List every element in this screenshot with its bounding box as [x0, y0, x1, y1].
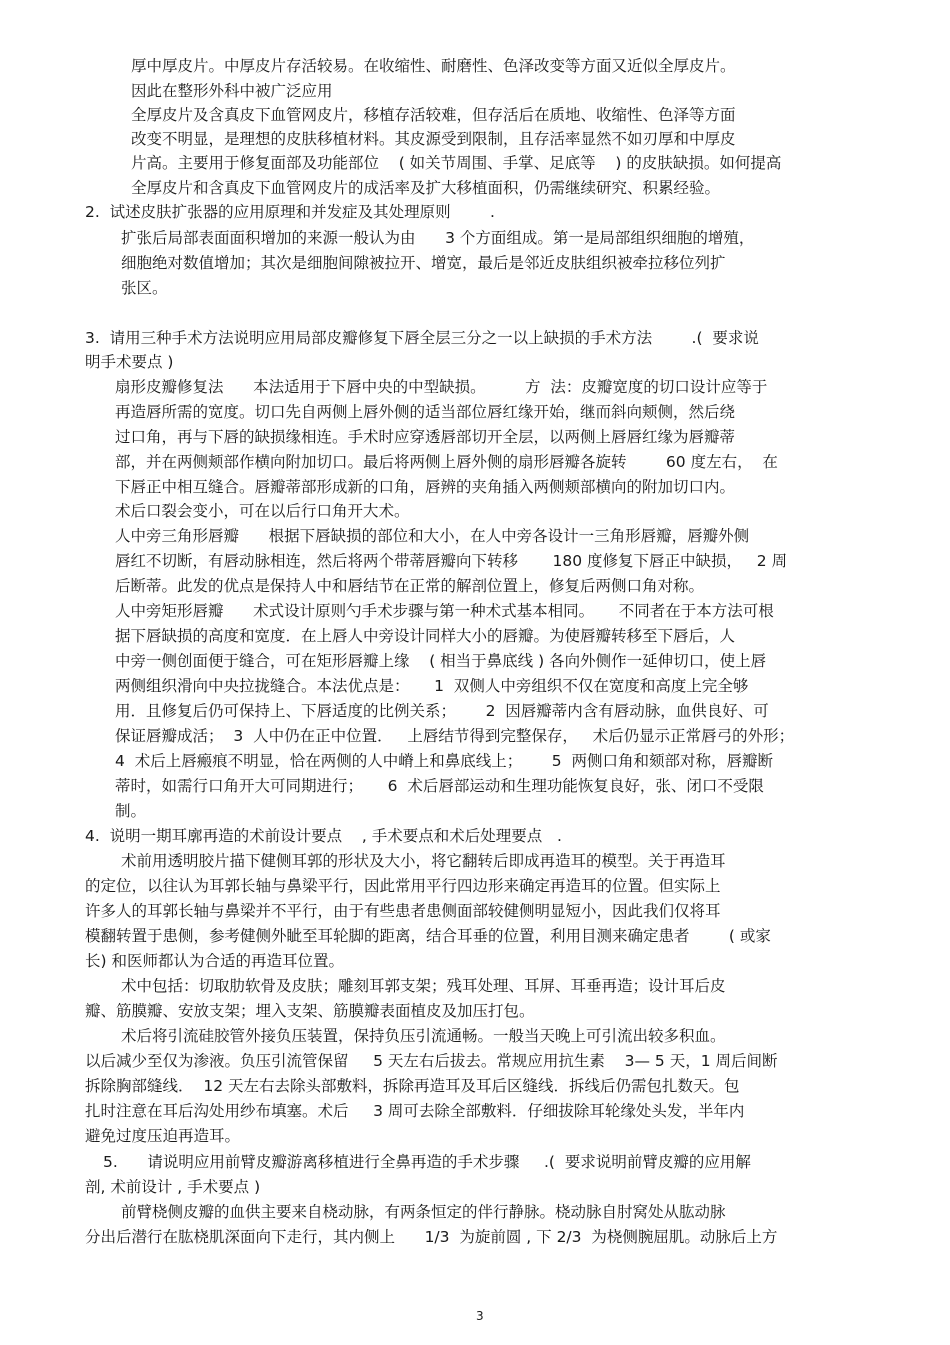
text-line: 的定位，以往认为耳郭长轴与鼻梁平行，因此常用平行四边形来确定再造耳的位置。但实际上 — [85, 877, 721, 895]
question-heading: 明手术要点 ) — [85, 353, 174, 371]
text-line: 中旁一侧创面便于缝合，可在矩形唇瓣上缘 ( 相当于鼻底线 ) 各向外侧作一延伸切口，使上唇 — [115, 652, 767, 670]
text-line: 两侧组织滑向中央拉拢缝合。本法优点是： 1 双侧人中旁组织不仅在宽度和高度上完全够 — [115, 677, 749, 695]
text-line: 人中旁矩形唇瓣 术式设计原则勺手术步骤与第一种术式基本相同。 不同者在于本方法可根 — [115, 602, 774, 620]
text-line: 术后口裂会变小，可在以后行口角开大术。 — [115, 502, 410, 520]
text-line: 拆除胸部缝线． 12 天左右去除头部敷料，拆除再造耳及耳后区缝线．拆线后仍需包扎数天。包 — [85, 1077, 740, 1095]
text-line: 模翻转置于患侧，参考健侧外眦至耳轮脚的距离，结合耳垂的位置，利用目测来确定患者 ( 或家 — [85, 927, 771, 945]
text-line: 下唇正中相互缝合。唇瓣蒂部形成新的口角，唇辨的夹角插入两侧颊部横向的附加切口内。 — [115, 478, 736, 496]
text-line: 术中包括：切取肋软骨及皮肤；雕刻耳郭支架；残耳处理、耳屏、耳垂再造；设计耳后皮 — [121, 977, 726, 995]
text-line: 用．且修复后仍可保持上、下唇适度的比例关系； 2 因唇瓣蒂内含有唇动脉，血供良好、可 — [115, 702, 769, 720]
page-number: 3 — [476, 1309, 484, 1323]
text-line: 扇形皮瓣修复法 本法适用于下唇中央的中型缺损。 方 法：皮瓣宽度的切口设计应等于 — [115, 378, 768, 396]
text-line: 后断蒂。此发的优点是保持人中和唇结节在正常的解剖位置上，修复后两侧口角对称。 — [115, 577, 705, 595]
text-line: 许多人的耳郭长轴与鼻梁并不平行，由于有些患者患侧面部较健侧明显短小，因此我们仅将耳 — [85, 902, 721, 920]
text-line: 厚中厚皮片。中厚皮片存活较易。在收缩性、耐磨性、色泽改变等方面又近似全厚皮片。 — [131, 57, 736, 75]
text-line: 扎时注意在耳后沟处用纱布填塞。术后 3 周可去除全部敷料．仔细拔除耳轮缘处头发，半年内 — [85, 1102, 745, 1120]
text-line: 分出后潜行在肱桡肌深面向下走行，其内侧上 1/3 为旋前圆 , 下 2/3 为桡侧腕屈肌。动脉后上方 — [85, 1228, 778, 1246]
text-line: 扩张后局部表面面积增加的来源一般认为由 3 个方面组成。第一是局部组织细胞的增殖， — [121, 229, 755, 247]
question-heading: 4. 说明一期耳廓再造的术前设计要点 , 手术要点和术后处理要点 . — [85, 827, 562, 845]
text-line: 术前用透明胶片描下健侧耳郭的形状及大小，将它翻转后即成再造耳的模型。关于再造耳 — [121, 852, 726, 870]
text-line: 张区。 — [121, 279, 168, 297]
text-line: 全厚皮片及含真皮下血管网皮片，移植存活较难，但存活后在质地、收缩性、色泽等方面 — [131, 106, 736, 124]
text-line: 再造唇所需的宽度。切口先自两侧上唇外侧的适当部位唇红缘开始，继而斜向颊侧，然后绕 — [115, 403, 736, 421]
text-line: 片高。主要用于修复面部及功能部位 ( 如关节周围、手掌、足底等 ) 的皮肤缺损。如何提高 — [131, 154, 782, 172]
text-line: 部，并在两侧颊部作横向附加切口。最后将两侧上唇外侧的扇形唇瓣各旋转 60 度左右， 在 — [115, 453, 778, 471]
text-line: 瓣、筋膜瓣、安放支架；埋入支架、筋膜瓣表面植皮及加压打包。 — [85, 1002, 535, 1020]
text-line: 过口角，再与下唇的缺损缘相连。手术时应穿透唇部切开全层，以两侧上唇唇红缘为唇瓣蒂 — [115, 428, 736, 446]
text-line: 蒂时，如需行口角开大可同期进行； 6 术后唇部运动和生理功能恢复良好，张、闭口不受限 — [115, 777, 764, 795]
text-line: 4 术后上唇瘢痕不明显，恰在两侧的人中嵴上和鼻底线上； 5 两侧口角和颏部对称，唇瓣断 — [115, 752, 773, 770]
question-heading: 3. 请用三种手术方法说明应用局部皮瓣修复下唇全层三分之一以上缺损的手术方法 .( 要求说 — [85, 329, 759, 347]
question-heading: 2. 试述皮肤扩张器的应用原理和并发症及其处理原则 . — [85, 203, 495, 221]
text-line: 避免过度压迫再造耳。 — [85, 1127, 241, 1145]
text-line: 以后减少至仅为渗液。负压引流管保留 5 天左右后拔去。常规应用抗生素 3— 5 天，1 周后间断 — [85, 1052, 778, 1070]
text-line: 保证唇瓣成活； 3 人中仍在正中位置． 上唇结节得到完整保存， 术后仍显示正常唇弓的外形； — [115, 727, 795, 745]
text-line: 全厚皮片和含真皮下血管网皮片的成活率及扩大移植面积，仍需继续研究、积累经验。 — [131, 179, 721, 197]
text-line: 细胞绝对数值增加；其次是细胞间隙被拉开、增宽，最后是邻近皮肤组织被牵拉移位列扩 — [121, 254, 726, 272]
text-line: 人中旁三角形唇瓣 根据下唇缺损的部位和大小，在人中旁各设计一三角形唇瓣，唇瓣外侧 — [115, 527, 750, 545]
question-heading: 5. 请说明应用前臂皮瓣游离移植进行全鼻再造的手术步骤 .( 要求说明前臂皮瓣的应用解 — [103, 1153, 751, 1171]
text-line: 制。 — [115, 802, 147, 820]
text-line: 改变不明显，是理想的皮肤移植材料。其皮源受到限制，且存活率显然不如刃厚和中厚皮 — [131, 130, 736, 148]
question-heading: 剖, 术前设计 , 手术要点 ) — [85, 1178, 261, 1196]
text-line: 据下唇缺损的高度和宽度．在上唇人中旁设计同样大小的唇瓣。为使唇瓣转移至下唇后，人 — [115, 627, 736, 645]
text-line: 术后将引流硅胶管外接负压装置，保持负压引流通畅。一般当天晚上可引流出较多积血。 — [121, 1027, 726, 1045]
text-line: 因此在整形外科中被广泛应用 — [131, 82, 333, 100]
text-line: 长) 和医师都认为合适的再造耳位置。 — [85, 952, 344, 970]
text-line: 唇红不切断，有唇动脉相连，然后将两个带蒂唇瓣向下转移 180 度修复下唇正中缺损， 2 周 — [115, 552, 788, 570]
text-line: 前臂桡侧皮瓣的血供主要来自桡动脉，有两条恒定的伴行静脉。桡动脉自肘窝处从肱动脉 — [121, 1203, 726, 1221]
